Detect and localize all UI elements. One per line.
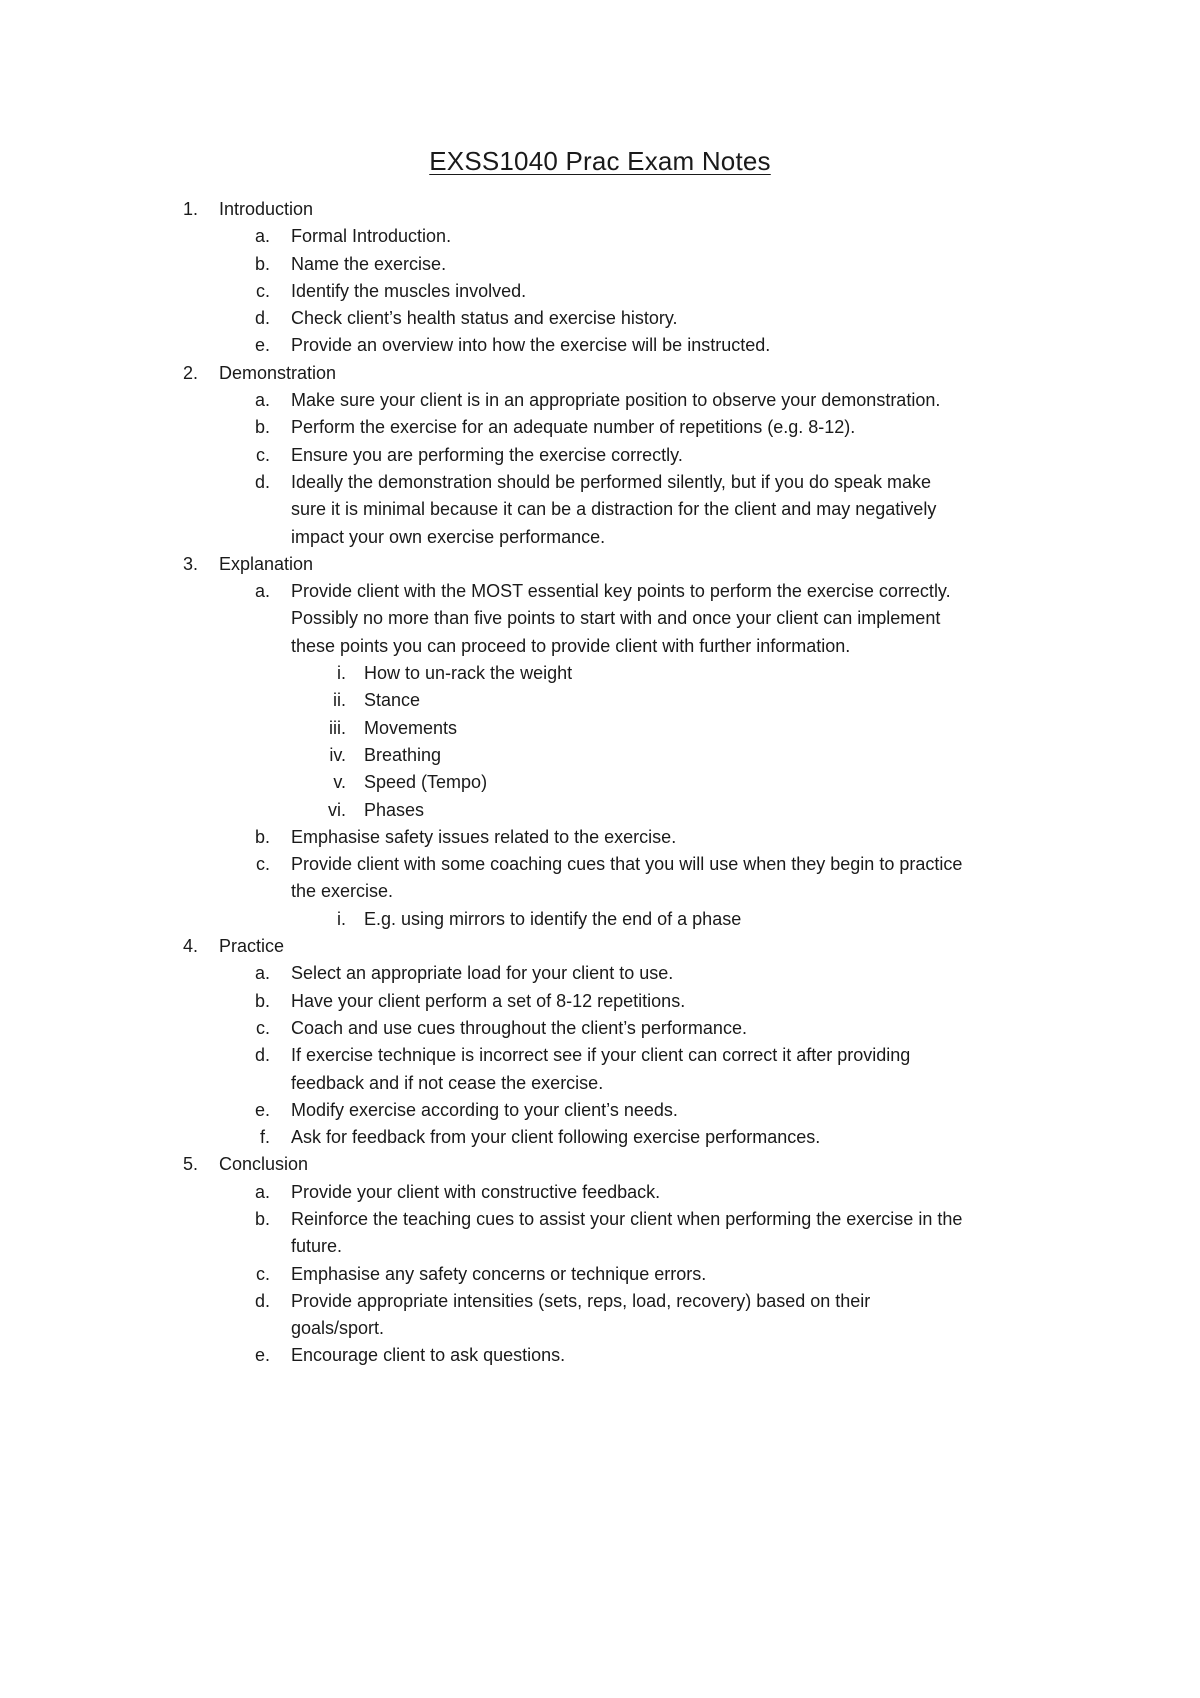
section-heading xyxy=(0,196,1200,223)
item-text: these points you can proceed to provide client with further information. xyxy=(291,635,851,656)
list-item xyxy=(0,387,1200,414)
item-letter: b. xyxy=(254,990,270,1011)
list-item xyxy=(0,960,1200,987)
list-item xyxy=(0,1015,1200,1042)
sub-item-text: How to un-rack the weight xyxy=(364,663,573,684)
list-item xyxy=(0,1097,1200,1124)
item-letter: b. xyxy=(254,417,270,438)
item-letter: c. xyxy=(255,1017,270,1038)
item-letter: d. xyxy=(254,308,270,329)
section-label: Practice xyxy=(219,936,285,957)
item-text: Ideally the demonstration should be performed silently, but if you do speak make xyxy=(291,471,932,492)
item-letter: c. xyxy=(255,444,270,465)
sub-item-numeral: ii. xyxy=(333,690,346,711)
item-text: Coach and use cues throughout the client’s performance. xyxy=(291,1017,747,1038)
list-item xyxy=(0,332,1200,359)
section-label: Conclusion xyxy=(219,1154,309,1175)
list-item xyxy=(0,1206,1200,1233)
section-label: Explanation xyxy=(219,553,314,574)
item-text: Make sure your client is in an appropriate position to observe your demonstration. xyxy=(291,390,941,411)
item-text: goals/sport. xyxy=(291,1318,385,1339)
sub-item-text: Phases xyxy=(364,799,425,820)
sub-item-numeral: i. xyxy=(337,908,346,929)
item-continuation xyxy=(0,878,1200,905)
item-continuation xyxy=(0,1233,1200,1260)
item-letter: b. xyxy=(254,253,270,274)
list-item xyxy=(0,278,1200,305)
sub-item-numeral: iii. xyxy=(329,717,346,738)
list-item xyxy=(0,851,1200,878)
sub-item xyxy=(0,742,1200,769)
sub-item-numeral: vi. xyxy=(328,799,346,820)
section-heading xyxy=(0,1151,1200,1178)
sub-item xyxy=(0,687,1200,714)
section-number: 4. xyxy=(182,936,198,957)
item-text: If exercise technique is incorrect see if your client can correct it after providing xyxy=(291,1045,911,1066)
section-heading xyxy=(0,933,1200,960)
sub-item-numeral: iv. xyxy=(329,744,346,765)
item-text: Provide client with the MOST essential key points to perform the exercise correctly. xyxy=(291,581,951,602)
sub-item xyxy=(0,769,1200,796)
sub-item-text: Movements xyxy=(364,717,458,738)
sub-item xyxy=(0,715,1200,742)
item-continuation xyxy=(0,1070,1200,1097)
sub-item xyxy=(0,660,1200,687)
item-text: Ask for feedback from your client following exercise performances. xyxy=(291,1127,821,1148)
list-item xyxy=(0,469,1200,496)
item-text: Provide an overview into how the exercise will be instructed. xyxy=(291,335,771,356)
sub-item-numeral: v. xyxy=(333,772,346,793)
item-letter: a. xyxy=(254,963,270,984)
item-continuation xyxy=(0,496,1200,523)
list-item xyxy=(0,988,1200,1015)
item-text: Provide appropriate intensities (sets, reps, load, recovery) based on their xyxy=(291,1290,871,1311)
item-letter: b. xyxy=(254,1208,270,1229)
section-number: 5. xyxy=(182,1154,198,1175)
item-letter: a. xyxy=(254,581,270,602)
item-letter: f. xyxy=(259,1127,270,1148)
item-letter: a. xyxy=(254,1181,270,1202)
item-text: Formal Introduction. xyxy=(291,226,452,247)
sub-item-text: Stance xyxy=(364,690,421,711)
list-item xyxy=(0,1179,1200,1206)
item-text: Provide client with some coaching cues that you will use when they begin to practice xyxy=(291,854,963,875)
page-title: EXSS1040 Prac Exam Notes xyxy=(429,146,771,176)
item-text: sure it is minimal because it can be a distraction for the client and may negatively xyxy=(291,499,937,520)
list-item xyxy=(0,223,1200,250)
list-item xyxy=(0,442,1200,469)
section-number: 3. xyxy=(182,553,198,574)
item-letter: e. xyxy=(254,1345,270,1366)
section-label: Introduction xyxy=(219,199,314,219)
item-text: Identify the muscles involved. xyxy=(291,280,527,301)
item-continuation xyxy=(0,605,1200,632)
item-text: future. xyxy=(291,1236,343,1257)
list-item xyxy=(0,305,1200,332)
section-heading xyxy=(0,551,1200,578)
sub-item-text: E.g. using mirrors to identify the end of a phase xyxy=(364,908,742,929)
item-text: Select an appropriate load for your client to use. xyxy=(291,963,674,984)
item-text: Provide your client with constructive feedback. xyxy=(291,1181,661,1202)
list-item xyxy=(0,251,1200,278)
list-item xyxy=(0,1288,1200,1315)
item-text: Name the exercise. xyxy=(291,253,447,274)
notes-outline xyxy=(0,196,1200,1370)
item-letter: a. xyxy=(254,226,270,247)
sub-item xyxy=(0,906,1200,933)
item-continuation xyxy=(0,633,1200,660)
item-text: Emphasise any safety concerns or technique errors. xyxy=(291,1263,707,1284)
item-letter: c. xyxy=(255,854,270,875)
item-text: impact your own exercise performance. xyxy=(291,526,606,547)
section-heading xyxy=(0,360,1200,387)
list-item xyxy=(0,824,1200,851)
item-letter: e. xyxy=(254,1099,270,1120)
sub-item-text: Breathing xyxy=(364,744,442,765)
list-item xyxy=(0,1261,1200,1288)
item-text: Possibly no more than five points to start with and once your client can implement xyxy=(291,608,941,629)
item-text: Have your client perform a set of 8-12 repetitions. xyxy=(291,990,686,1011)
item-letter: b. xyxy=(254,826,270,847)
sub-item-numeral: i. xyxy=(337,663,346,684)
item-continuation xyxy=(0,1315,1200,1342)
section-number: 2. xyxy=(182,362,198,383)
list-item xyxy=(0,414,1200,441)
section-label: Demonstration xyxy=(219,362,337,383)
item-letter: e. xyxy=(254,335,270,356)
section-number: 1. xyxy=(182,199,198,219)
item-letter: a. xyxy=(254,390,270,411)
item-text: Modify exercise according to your client’s needs. xyxy=(291,1099,678,1120)
item-letter: d. xyxy=(254,1290,270,1311)
list-item xyxy=(0,1042,1200,1069)
item-text: Ensure you are performing the exercise correctly. xyxy=(291,444,683,465)
item-text: the exercise. xyxy=(291,881,394,902)
item-text: feedback and if not cease the exercise. xyxy=(291,1072,604,1093)
sub-item-text: Speed (Tempo) xyxy=(364,772,488,793)
list-item xyxy=(0,578,1200,605)
item-letter: c. xyxy=(255,1263,270,1284)
item-text: Reinforce the teaching cues to assist your client when performing the exercise in the xyxy=(291,1208,963,1229)
item-text: Perform the exercise for an adequate number of repetitions (e.g. 8-12). xyxy=(291,417,856,438)
item-letter: d. xyxy=(254,471,270,492)
sub-item xyxy=(0,797,1200,824)
list-item xyxy=(0,1342,1200,1369)
item-text: Encourage client to ask questions. xyxy=(291,1345,566,1366)
item-text: Check client’s health status and exercise history. xyxy=(291,308,678,329)
list-item xyxy=(0,1124,1200,1151)
item-letter: c. xyxy=(255,280,270,301)
item-text: Emphasise safety issues related to the exercise. xyxy=(291,826,677,847)
item-letter: d. xyxy=(254,1045,270,1066)
item-continuation xyxy=(0,524,1200,551)
